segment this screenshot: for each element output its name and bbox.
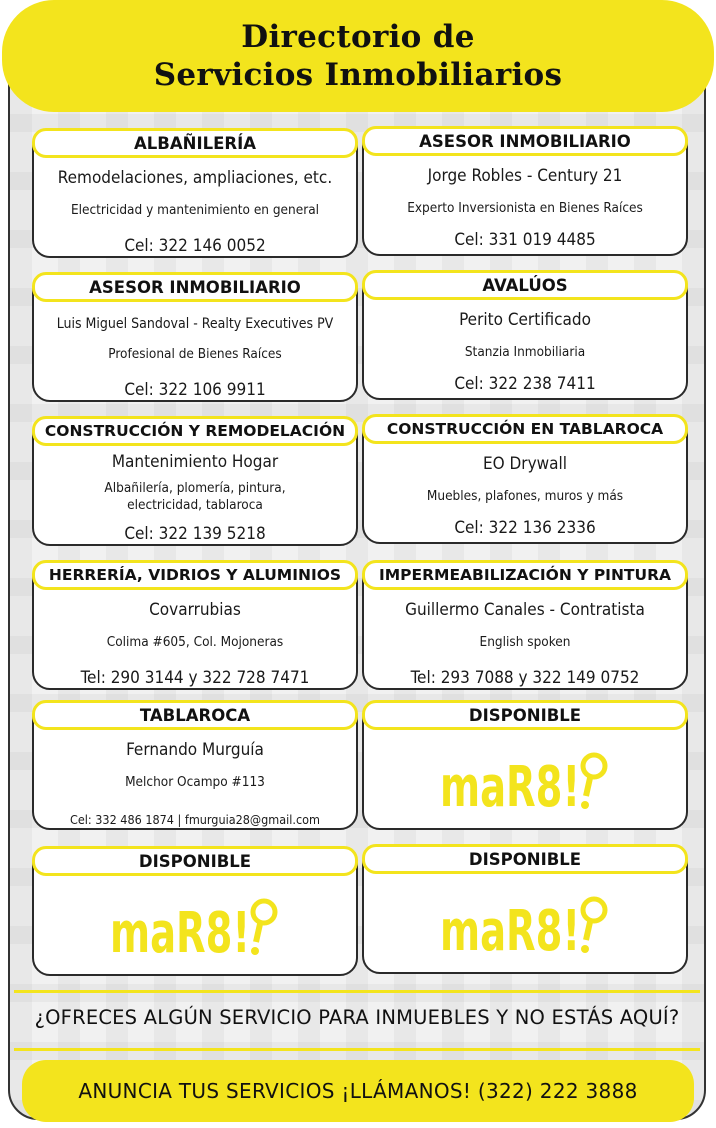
title-line-2: Servicios Inmobiliarios [153, 57, 563, 93]
listing-card-impermeabilizacion[interactable] [362, 562, 688, 690]
listing-card-disponible-3[interactable] [362, 846, 688, 974]
listing-description: Stanzia Inmobiliaria [464, 344, 586, 360]
listing-contact[interactable]: Cel: 322 106 9911 [124, 380, 266, 400]
listing-category: CONSTRUCCIÓN Y REMODELACIÓN [32, 416, 358, 446]
divider-bottom [14, 1048, 700, 1051]
mar8-logo [34, 884, 356, 974]
listing-category: IMPERMEABILIZACIÓN Y PINTURA [362, 560, 688, 590]
mar8-logo-icon [440, 896, 610, 964]
listing-title: Jorge Robles - Century 21 [427, 166, 623, 186]
svg-text:maR8!: maR8! [440, 755, 580, 820]
listing-card-herreria[interactable] [32, 562, 358, 690]
svg-text:maR8!: maR8! [440, 899, 580, 964]
listing-title: Perito Certificado [459, 310, 591, 330]
listing-category: ALBAÑILERÍA [32, 128, 358, 158]
listing-card-asesor-2[interactable] [32, 274, 358, 402]
listing-contact[interactable]: Cel: 322 136 2336 [454, 518, 596, 538]
listing-category: HERRERÍA, VIDRIOS Y ALUMINIOS [32, 560, 358, 590]
listing-contact[interactable]: Cel: 332 486 1874 | fmurguia28@gmail.com [70, 812, 320, 827]
listing-card-asesor-1[interactable] [362, 128, 688, 256]
advertise-banner[interactable]: ANUNCIA TUS SERVICIOS ¡LLÁMANOS! (322) 222 3888 [22, 1060, 694, 1122]
listing-title: Remodelaciones, ampliaciones, etc. [57, 168, 333, 188]
listing-title: Covarrubias [149, 600, 241, 620]
listing-description: Melchor Ocampo #113 [125, 774, 265, 790]
listing-title: Guillermo Canales - Contratista [405, 600, 645, 620]
listing-category: AVALÚOS [362, 270, 688, 300]
listing-title: Mantenimiento Hogar [111, 452, 279, 472]
listing-title: Fernando Murguía [126, 740, 264, 760]
divider-top [14, 990, 700, 993]
listing-description: Electricidad y mantenimiento en general [70, 202, 320, 218]
listing-contact[interactable]: Cel: 331 019 4485 [454, 230, 596, 250]
listing-description: Muebles, plafones, muros y más [426, 488, 624, 504]
listing-category: DISPONIBLE [362, 700, 688, 730]
listing-description: English spoken [479, 634, 571, 650]
listing-card-avaluos[interactable] [362, 272, 688, 400]
listing-contact[interactable]: Cel: 322 139 5218 [124, 524, 266, 544]
listing-card-construccion-remodelacion[interactable] [32, 418, 358, 546]
listing-card-albanileria[interactable] [32, 130, 358, 258]
mar8-logo-icon [110, 898, 280, 966]
listing-description: Experto Inversionista en Bienes Raíces [407, 200, 643, 216]
listing-card-tablaroca[interactable] [32, 702, 358, 830]
listing-title: EO Drywall [482, 454, 568, 474]
listing-description: Colima #605, Col. Mojoneras [106, 634, 284, 650]
listing-category: TABLAROCA [32, 700, 358, 730]
listing-category: DISPONIBLE [362, 844, 688, 874]
listing-description: Albañilería, plomería, pintura, electricidad, tablaroca [104, 480, 286, 513]
listing-category: CONSTRUCCIÓN EN TABLAROCA [362, 414, 688, 444]
listing-title: Luis Miguel Sandoval - Realty Executives PV [56, 316, 334, 332]
listing-category: ASESOR INMOBILIARIO [32, 272, 358, 302]
listing-description: Profesional de Bienes Raíces [108, 346, 282, 362]
svg-text:maR8!: maR8! [110, 901, 250, 966]
page-title [2, 0, 714, 112]
listing-card-disponible-2[interactable] [32, 848, 358, 976]
listing-contact[interactable]: Tel: 290 3144 y 322 728 7471 [80, 668, 310, 688]
listing-category: DISPONIBLE [32, 846, 358, 876]
listing-contact[interactable]: Cel: 322 238 7411 [454, 374, 596, 394]
listing-contact[interactable]: Tel: 293 7088 y 322 149 0752 [410, 668, 640, 688]
mar8-logo-icon [440, 752, 610, 820]
listing-category: ASESOR INMOBILIARIO [362, 126, 688, 156]
mar8-logo [364, 882, 686, 972]
call-to-action-question: ¿OFRECES ALGÚN SERVICIO PARA INMUEBLES Y NO ESTÁS AQUÍ? [34, 1006, 680, 1029]
mar8-logo [364, 738, 686, 828]
title-line-1: Directorio de [241, 19, 475, 55]
listing-contact[interactable]: Cel: 322 146 0052 [124, 236, 266, 256]
listing-card-disponible-1[interactable] [362, 702, 688, 830]
listing-card-construccion-tablaroca[interactable] [362, 416, 688, 544]
